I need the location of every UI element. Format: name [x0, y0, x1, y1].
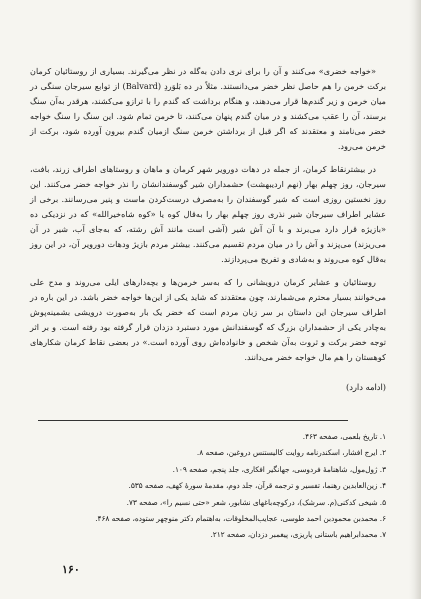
footnote: ۶. محمدبن محمودبن احمد طوسی، عجایب‌المخلوقات، به‌اهتمام دکتر منوچهر ستوده، صفحه ۴۶۸. [95, 514, 386, 524]
footnote: ۷. محمدابراهیم باستانی پاریزی، پیغمبر دزدان، صفحه ۲۱۲. [210, 530, 386, 540]
footnotes [32, 429, 386, 544]
footnote-divider [38, 420, 348, 421]
paragraph: در بیشترنقاط کرمان، از جمله در دهات دورویر شهر کرمان و ماهان و روستاهای اطراف زرند، بافت، سیرجان، روز چهلم بهار (نهم اردیبهشت) حشمداران شیر گوسفندانشان را نذر خواجه خضر می‌کنند. این روز نخستین روزی است که شیر گوسفندان را به‌مصرف درست‌کردن ماست و پنیر می‌رسانند. برخی از عشایر اطراف سیرجان شیر نذری روز چهلم بهار را به‌قال کوه یا «کوه شاه‌خیرالله» که در نزدیکی ده «بازیژه قرار دارد می‌برند و با آن آش شیر (آشی است مانند آش رشته، که به‌جای آب، شیر در آن می‌ریزند) می‌پزند و آش را در میان مردم تقسیم می‌کنند. بیشتر مردم بازیژ ودهات دورویر آن، در این روز به‌قال کوه می‌روند و به‌شادی و تفریح می‌پردازند. [30, 164, 386, 264]
footnote: ۵. شیخی کدکنی(م. سرشک)، درکوچه‌باغهای نشابور، شعر «حتی نسیم را»، صفحه ۷۳. [126, 497, 386, 507]
page-number: ۱۶۰ [62, 563, 80, 576]
continued-label: (ادامه دارد) [345, 382, 386, 392]
footnote: ۳. ژول‌مول، شاهنامهٔ فردوسی، جهانگیر افکاری، جلد پنجم، صفحه ۱۰۹. [172, 464, 386, 474]
main-text [30, 64, 386, 373]
footnote: ۲. ایرج افشار، اسکندرنامه روایت کالیستنس دروغین، صفحه ۸. [196, 448, 386, 458]
page-edge-shadow [409, 0, 421, 599]
footnote: ۴. زین‌العابدین رهنما، تفسیر و ترجمه قرآن، جلد دوم، مقدمهٔ سورهٔ کهف، صفحه ۵۳۵. [128, 481, 386, 491]
paragraph: «خواجه خضری» می‌کنند و آن را برای نری دادن به‌گله در نظر می‌گیرند. بسیاری از روستائیان کرمان برکت خرمن را هم حاصل نظر خضر می‌دانستند. مثلاً در ده بَلوَردِ (Balvard) از توابع سیرجان سنگی در میان خرمن و زیر گندم‌ها قرار می‌دهند، و هنگام برداشت که گندم را با ترازو می‌کشند، هرقدر به‌آن سنگ برسند، آن را عقب می‌کشند و در میان گندم پنهان می‌کنند، تا خرمن تمام شود. این سنگ را سنگ خواجه خضر می‌نامند و معتقدند که اگر قبل از برداشتن خرمن سنگ ازمیان گندم بیرون آورده شود، برکت از خرمن می‌رود. [30, 66, 386, 151]
footnote: ۱. تاریخ بلعمی، صفحه ۴۶۳. [302, 432, 386, 441]
paragraph: روستائیان و عشایر کرمان درویشانی را که به‌سر خرمن‌ها و بچه‌دارهای ایلی می‌روند و مدح علی می‌خوانند بسیار محترم می‌شمارند، چون معتقدند که شاید یکی از این‌ها خواجه خضر باشد. در این باره در اطراف سیرجان این داستان بر سر زبان مردم است که خضر یک بار به‌صورت درویشی بشمینه‌پوش به‌چادر یکی از حشمداران بزرگ که گوسفندانش مورد دستبرد دزدان قرار گرفته بود رفته است. و بر اثر توجه خضر برکت و ثروت به‌آن شخص و خانواده‌اش روی آورده است.» در بعضی نقاط کرمان شکارهای کوهستان را هم مال خواجه خضر می‌دانند. [30, 277, 386, 362]
